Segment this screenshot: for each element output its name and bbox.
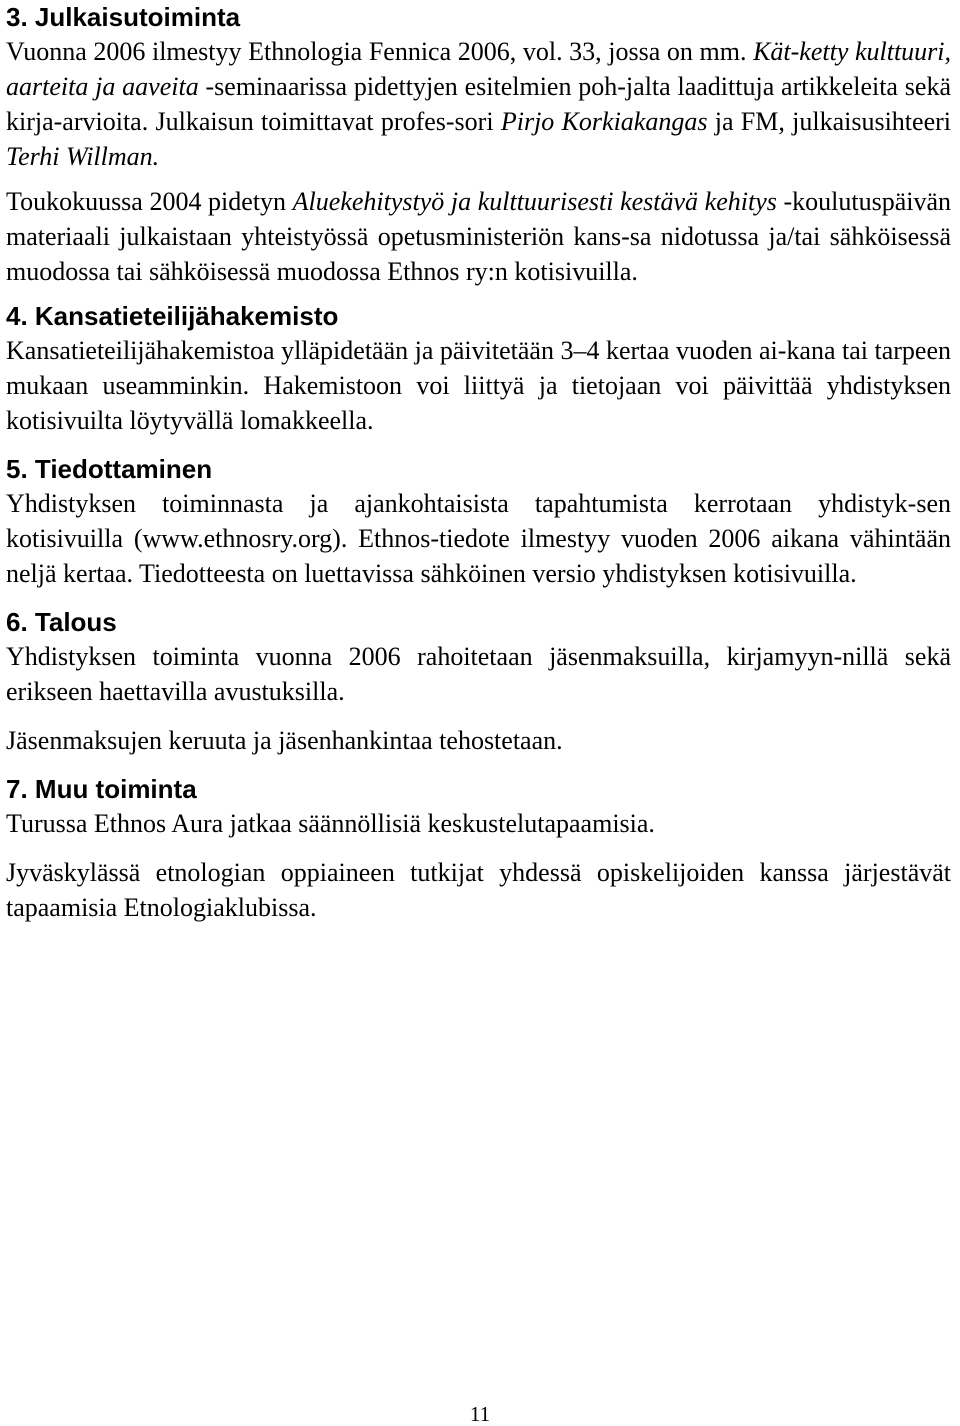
section-muu-toiminta [6,772,951,925]
text-run: Kansatieteilijähakemistoa ylläpidetään ja päivitetään 3–4 kertaa vuoden ai-kana tai tarpeen mukaan useamminkin. Hakemistoon voi liittyä ja tietojaan voi päivittää yhdistyksen kotisivuilta löytyvällä lomakkeella. [6,336,951,435]
section-talous [6,605,951,758]
text-run: Toukokuussa 2004 pidetyn [6,187,293,216]
document-page [6,0,951,925]
paragraph [6,806,951,841]
section-heading: 6. Talous [6,607,117,637]
paragraph [6,486,951,591]
text-run: Vuonna 2006 ilmestyy Ethnologia Fennica 2006, vol. 33, jossa on mm. [6,37,754,66]
paragraph [6,855,951,925]
italic-text: Aluekehitystyö ja kulttuurisesti kestävä kehitys [292,187,777,216]
paragraph [6,639,951,709]
paragraph [6,333,951,438]
italic-text: Kät-ketty kulttuuri, aarteita ja aaveita [6,37,952,101]
paragraph [6,34,951,174]
text-run: Jyväskylässä etnologian oppiaineen tutkijat yhdessä opiskelijoiden kanssa järjestävät tapaamisia Etnologiaklubissa. [6,858,951,922]
text-run: Jäsenmaksujen keruuta ja jäsenhankintaa tehostetaan. [6,726,563,755]
section-kansatieteilijahakemisto [6,299,951,438]
text-run: Turussa Ethnos Aura jatkaa säännöllisiä keskustelutapaamisia. [6,809,655,838]
text-run: -koulutuspäivän materiaali julkaistaan yhteistyössä opetusministeriön kans-sa nidotussa ja/tai sähköisessä muodossa tai sähköisessä muodossa Ethnos ry:n kotisivuilla. [6,187,951,286]
text-run: -seminaarissa pidettyjen esitelmien poh-jalta laadittuja artikkeleita sekä kirja-arvioita. Julkaisun toimittavat profes-sori [6,72,951,136]
italic-text: Pirjo Korkiakangas [500,107,708,136]
page-number: 11 [469,1402,491,1426]
section-heading: 4. Kansatieteilijähakemisto [6,301,339,331]
text-run: Yhdistyksen toiminnasta ja ajankohtaisista tapahtumista kerrotaan yhdistyk-sen kotisivuilla (www.ethnosry.org). Ethnos-tiedote ilmestyy vuoden 2006 aikana vähintään neljä kertaa. Tiedotteesta on luettavissa sähköinen versio yhdistyksen kotisivuilla. [6,489,951,588]
paragraph [6,723,951,758]
paragraph [6,184,951,289]
section-heading: 5. Tiedottaminen [6,454,213,484]
section-tiedottaminen [6,452,951,591]
section-julkaisutoiminta [6,0,951,289]
section-heading: 3. Julkaisutoiminta [6,2,241,32]
text-run: Yhdistyksen toiminta vuonna 2006 rahoitetaan jäsenmaksuilla, kirjamyyn-nillä sekä erikseen haettavilla avustuksilla. [6,642,951,706]
italic-text: Terhi Willman. [6,142,160,171]
text-run: ja FM, julkaisusihteeri [707,107,951,136]
section-heading: 7. Muu toiminta [6,774,197,804]
